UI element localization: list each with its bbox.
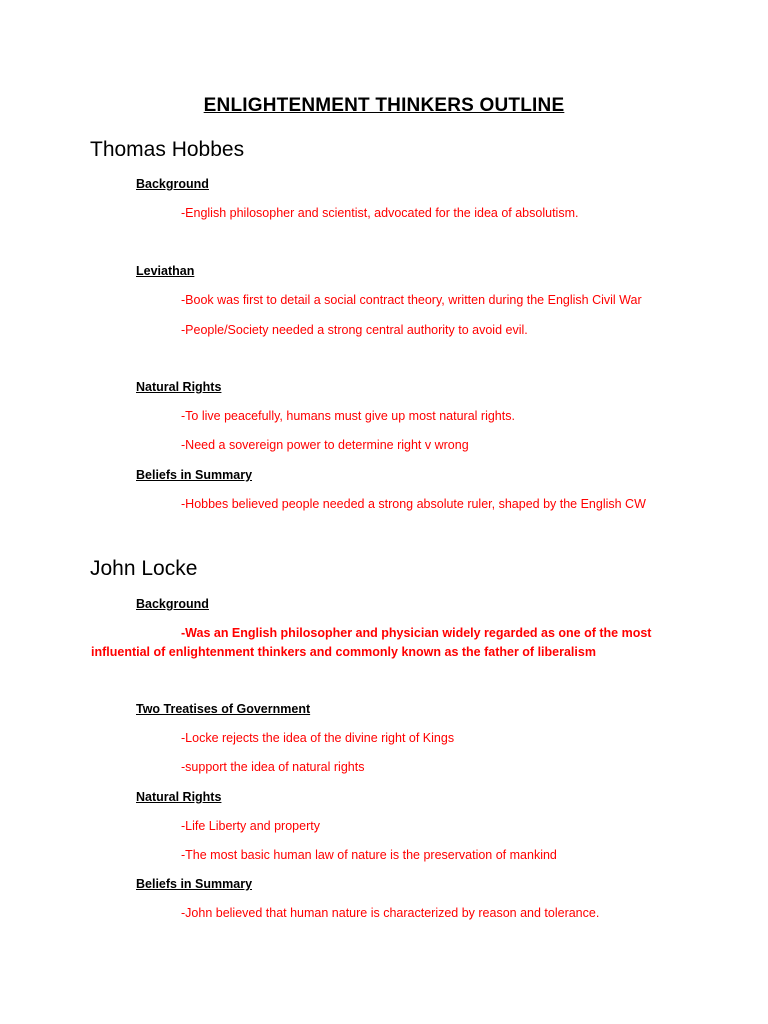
hobbes-leviathan-note-2: -People/Society needed a strong central authority to avoid evil. — [181, 323, 528, 337]
locke-summary-heading: Beliefs in Summary — [136, 877, 253, 891]
locke-summary-note: -John believed that human nature is characterized by reason and tolerance. — [181, 906, 600, 920]
hobbes-leviathan-heading: Leviathan — [136, 264, 195, 278]
page-title: ENLIGHTENMENT THINKERS OUTLINE — [203, 95, 565, 116]
hobbes-background-note: -English philosopher and scientist, advocated for the idea of absolutism. — [181, 206, 579, 220]
locke-treatises-note-1: -Locke rejects the idea of the divine right of Kings — [181, 731, 455, 745]
hobbes-leviathan-note-1: -Book was first to detail a social contract theory, written during the English Civil War — [181, 293, 642, 307]
locke-background-text: -Was an English philosopher and physician widely regarded as one of the most influential of enlightenment thinkers and commonly known as the father of liberalism — [91, 626, 652, 659]
hobbes-summary-heading: Beliefs in Summary — [136, 468, 253, 482]
hobbes-rights-note-1: -To live peacefully, humans must give up most natural rights. — [181, 409, 515, 423]
locke-treatises-heading: Two Treatises of Government — [136, 702, 311, 716]
hobbes-rights-heading: Natural Rights — [136, 380, 222, 394]
locke-rights-note-1: -Life Liberty and property — [181, 819, 320, 833]
hobbes-rights-note-2: -Need a sovereign power to determine right v wrong — [181, 438, 469, 452]
hobbes-background-heading: Background — [136, 177, 209, 191]
locke-background-note — [91, 624, 671, 662]
thinker-name-locke: John Locke — [90, 557, 198, 580]
thinker-name-hobbes: Thomas Hobbes — [90, 138, 245, 161]
hobbes-summary-note: -Hobbes believed people needed a strong absolute ruler, shaped by the English CW — [181, 497, 646, 511]
locke-rights-heading: Natural Rights — [136, 790, 222, 804]
locke-background-heading: Background — [136, 597, 209, 611]
locke-treatises-note-2: -support the idea of natural rights — [181, 760, 365, 774]
locke-rights-note-2: -The most basic human law of nature is the preservation of mankind — [181, 848, 557, 862]
